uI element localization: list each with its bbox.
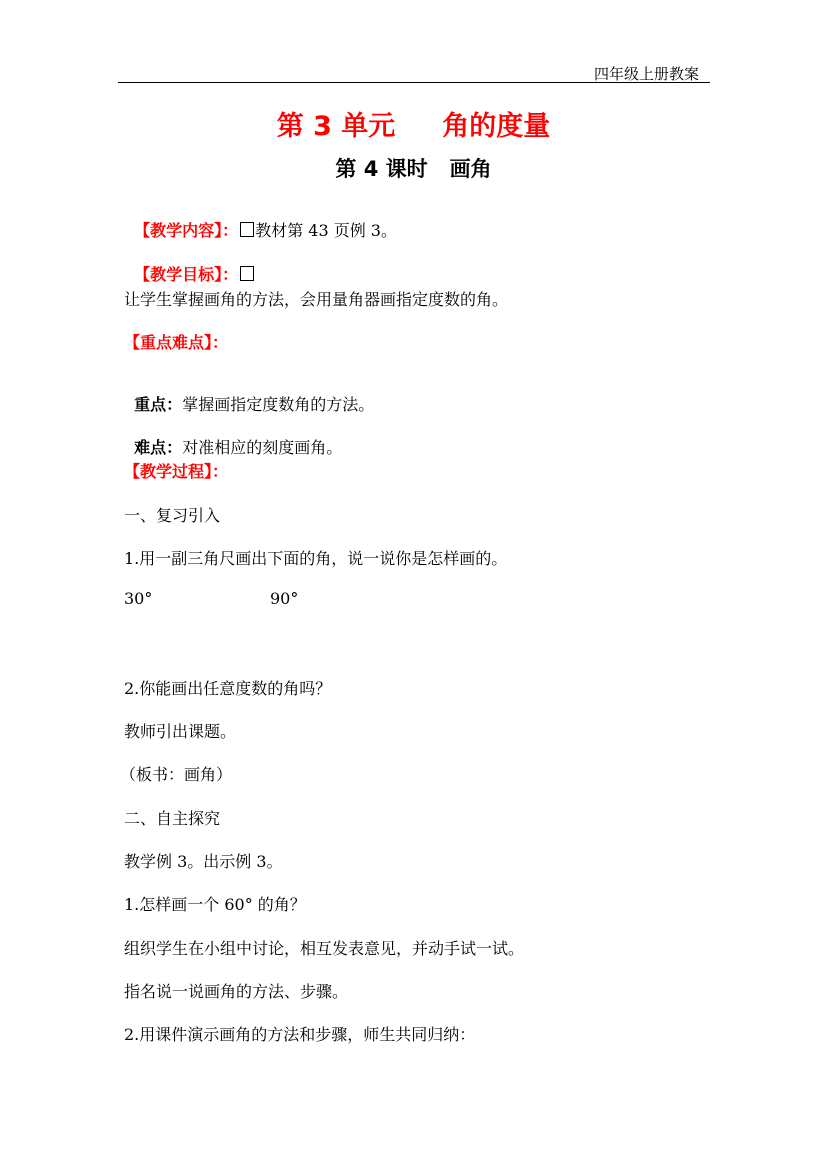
question-2: 2.你能画出任意度数的角吗？ [124,679,332,698]
key-difficulty-heading: 【重点难点】： [124,333,229,352]
part1-heading: 一、复习引入 [124,506,221,525]
angle-b: 90° [270,589,299,608]
part2-heading: 二、自主探究 [124,809,221,828]
key-point-label: 重点： [134,395,183,414]
teaching-content-line [124,199,397,241]
key-point-line [124,373,374,415]
teacher-intro: 教师引出课题。 [124,722,237,741]
difficulty-line [124,416,342,458]
angle-a: 30° [124,589,153,608]
header-label: 四年级上册教案 [593,65,699,83]
name-students-line: 指名说一说画角的方法、步骤。 [124,982,349,1001]
teaching-goal-line [124,243,255,285]
checkbox-icon [240,222,254,237]
organize-line: 组织学生在小组中讨论，相互发表意见，并动手试一试。 [124,939,525,958]
question-4: 2.用课件演示画角的方法和步骤，师生共同归纳： [124,1025,476,1044]
teaching-content-heading: 【教学内容】： [134,221,239,240]
key-point-text: 掌握画指定度数角的方法。 [182,395,375,414]
question-3: 1.怎样画一个 60° 的角？ [124,895,306,914]
example-line: 教学例 3。出示例 3。 [124,852,283,871]
question-1: 1.用一副三角尺画出下面的角，说一说你是怎样画的。 [124,549,508,568]
checkbox-icon [240,266,254,281]
teaching-goal-heading: 【教学目标】： [134,265,239,284]
teaching-content-text: 教材第 43 页例 3。 [255,221,397,240]
teaching-goal-text: 让学生掌握画角的方法，会用量角器画指定度数的角。 [124,290,509,309]
teaching-process-heading: 【教学过程】： [124,462,229,481]
header-rule [118,82,710,83]
page-title: 第 3 单元 角的度量 [276,111,551,142]
board-note: （板书：画角） [120,765,233,784]
difficulty-text: 对准相应的刻度画角。 [182,438,343,457]
lesson-subtitle: 第 4 课时 画角 [335,157,492,181]
difficulty-label: 难点： [134,438,183,457]
